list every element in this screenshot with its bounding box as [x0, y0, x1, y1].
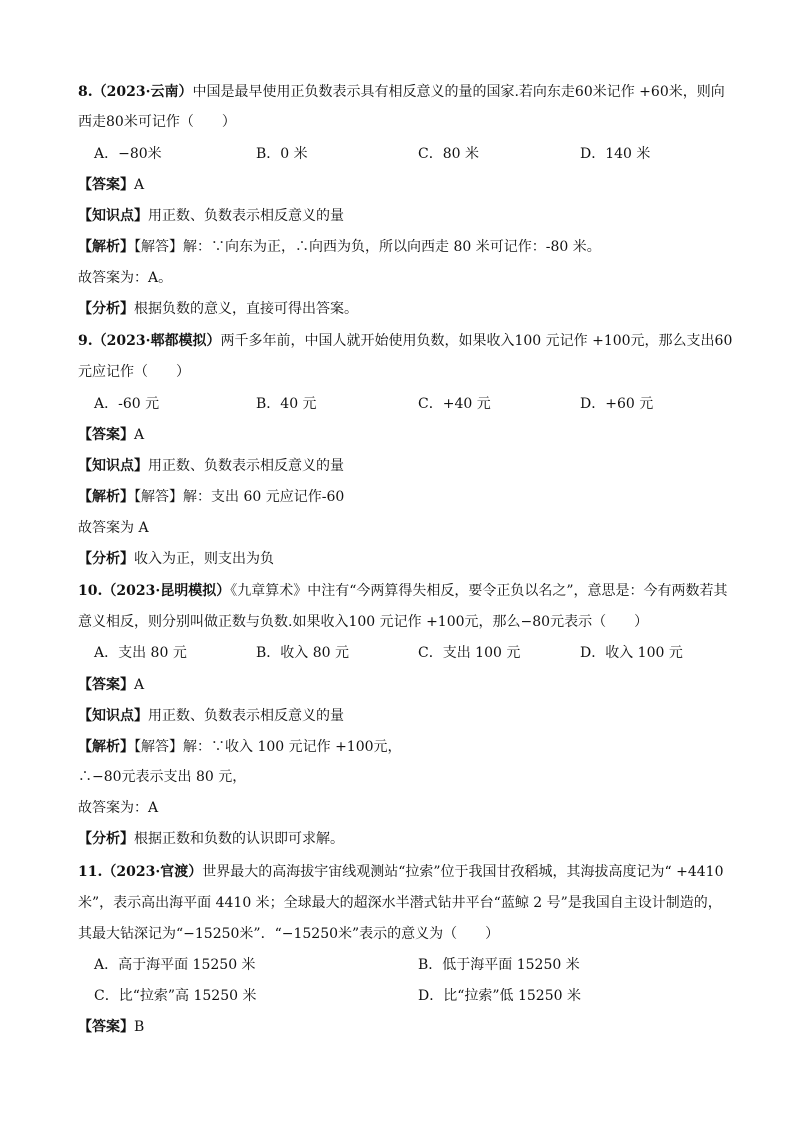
analysis-line: 【解析】【解答】解：支出 60 元应记作-60: [78, 489, 345, 505]
knowledge-point-line: 【知识点】用正数、负数表示相反意义的量: [78, 458, 344, 474]
option-c: C．80 米: [418, 146, 479, 162]
question-source: （2023·昆明模拟）: [102, 583, 231, 599]
question-stem: 世界最大的高海拔宇宙线观测站“拉索”位于我国甘孜稻城，其海拔高度记为“ +4410: [202, 864, 724, 880]
option-d: D．比“拉索”低 15250 米: [418, 988, 581, 1004]
answer-line: 【答案】A: [78, 677, 145, 693]
question-number: 9: [78, 333, 88, 349]
analysis-line: 【解析】【解答】解：∵收入 100 元记作 +100元，: [78, 739, 402, 755]
question-11-stem-line-2: 米”，表示高出海平面 4410 米；全球最大的超深水半潜式钻井平台“蓝鲸 2 号”是我国自主设计制造的，: [78, 895, 722, 911]
question-10-stem-line-2: 意义相反，则分别叫做正数与负数.如果收入100 元记作 +100元，那么−80元表示（ ）: [78, 614, 649, 630]
question-8-stem-line-1: 8.（2023·云南）中国是最早使用正负数表示具有相反意义的量的国家.若向东走60米记作 +60米，则向: [78, 84, 725, 100]
option-a: A．支出 80 元: [94, 645, 187, 661]
conclusion-line: 故答案为 A: [78, 520, 149, 536]
question-number: 11: [78, 864, 98, 880]
question-10-stem-line-1: 10.（2023·昆明模拟）《九章算术》中注有“今两算得失相反，要令正负以名之”，意思是：今有两数若其: [78, 583, 728, 599]
question-source: （2023·郫都模拟）: [92, 333, 221, 349]
option-a: A．高于海平面 15250 米: [94, 957, 256, 973]
question-11-stem-line-3: 其最大钻深记为“−15250米”．“−15250米”表示的意义为（ ）: [78, 926, 500, 942]
option-b: B．收入 80 元: [256, 645, 350, 661]
option-c: C．支出 100 元: [418, 645, 521, 661]
option-b: B．0 米: [256, 146, 308, 162]
option-d: D．+60 元: [580, 396, 654, 412]
question-stem: 中国是最早使用正负数表示具有相反意义的量的国家.若向东走60米记作 +60米，则向: [192, 84, 725, 100]
question-source: （2023·官渡）: [102, 864, 203, 880]
answer-line: 【答案】A: [78, 427, 145, 443]
remark-line: 【分析】根据正数和负数的认识即可求解。: [78, 831, 344, 847]
answer-value: A: [134, 427, 145, 443]
question-stem: 两千多年前，中国人就开始使用负数，如果收入100 元记作 +100元，那么支出60: [220, 333, 733, 349]
option-b: B．低于海平面 15250 米: [418, 957, 580, 973]
question-9-stem-line-2: 元应记作（ ）: [78, 364, 190, 380]
option-b: B．40 元: [256, 396, 317, 412]
analysis-line-2: ∴−80元表示支出 80 元，: [78, 769, 247, 785]
option-c: C．+40 元: [418, 396, 491, 412]
answer-value: B: [134, 1019, 145, 1035]
option-a: A．-60 元: [94, 396, 160, 412]
answer-value: A: [134, 177, 145, 193]
remark-line: 【分析】根据负数的意义，直接可得出答案。: [78, 301, 358, 317]
conclusion-line: 故答案为：A。: [78, 270, 173, 286]
conclusion-line: 故答案为：A: [78, 800, 159, 816]
answer-value: A: [134, 677, 145, 693]
question-number: 10: [78, 583, 98, 599]
knowledge-point-line: 【知识点】用正数、负数表示相反意义的量: [78, 708, 344, 724]
question-11-stem-line-1: 11.（2023·官渡）世界最大的高海拔宇宙线观测站“拉索”位于我国甘孜稻城，其海拔高度记为“ +4410: [78, 864, 724, 880]
answer-line: 【答案】B: [78, 1019, 145, 1035]
option-d: D．收入 100 元: [580, 645, 683, 661]
option-a: A．−80米: [94, 146, 162, 162]
question-8-stem-line-2: 西走80米可记作（ ）: [78, 114, 236, 130]
analysis-line: 【解析】【解答】解：∵向东为正，∴向西为负，所以向西走 80 米可记作：-80 米。: [78, 239, 601, 255]
knowledge-point-line: 【知识点】用正数、负数表示相反意义的量: [78, 208, 344, 224]
question-source: （2023·云南）: [92, 84, 193, 100]
answer-line: 【答案】A: [78, 177, 145, 193]
remark-line: 【分析】收入为正，则支出为负: [78, 551, 274, 567]
question-stem: 《九章算术》中注有“今两算得失相反，要令正负以名之”，意思是：今有两数若其: [230, 583, 728, 599]
question-9-stem-line-1: 9.（2023·郫都模拟）两千多年前，中国人就开始使用负数，如果收入100 元记作 +100元，那么支出60: [78, 333, 733, 349]
option-d: D．140 米: [580, 146, 651, 162]
option-c: C．比“拉索”高 15250 米: [94, 988, 257, 1004]
question-number: 8: [78, 84, 88, 100]
